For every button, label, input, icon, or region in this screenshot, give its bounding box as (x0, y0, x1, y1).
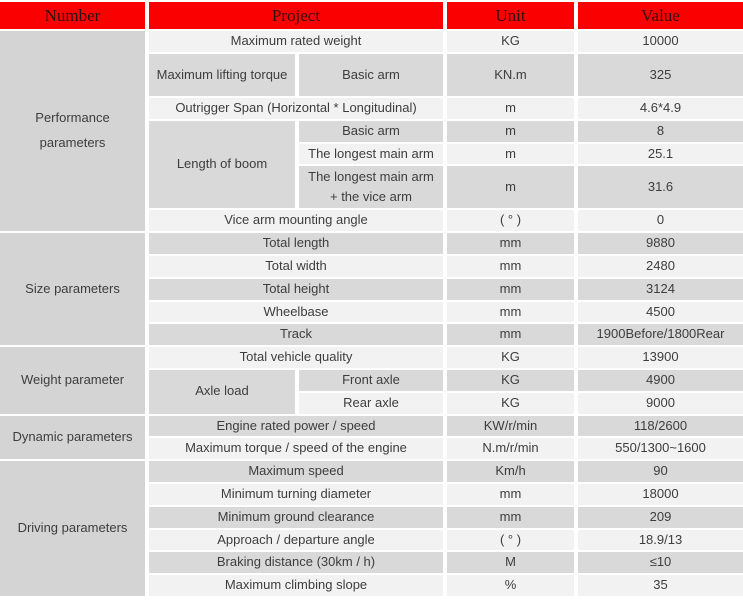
unit-cell: m (443, 119, 574, 142)
unit-cell: m (443, 164, 574, 208)
value-cell: 31.6 (574, 164, 743, 208)
table-row (0, 345, 743, 368)
project-cell: Maximum rated weight (145, 29, 443, 52)
header-unit: Unit (443, 0, 574, 29)
unit-cell: mm (443, 277, 574, 300)
table-row (0, 414, 743, 437)
project-cell: Maximum torque / speed of the engine (145, 436, 443, 459)
project-cell: The longest main arm + the vice arm (295, 164, 443, 208)
value-cell: 8 (574, 119, 743, 142)
project-group-cell: Maximum lifting torque (145, 52, 295, 96)
unit-cell: KG (443, 29, 574, 52)
unit-cell: mm (443, 505, 574, 528)
project-cell: Total width (145, 254, 443, 277)
header-project: Project (145, 0, 443, 29)
section-label-dynamic: Dynamic parameters (0, 414, 145, 460)
value-cell: 9880 (574, 231, 743, 254)
project-cell: Maximum speed (145, 459, 443, 482)
project-cell: Basic arm (295, 119, 443, 142)
value-cell: 35 (574, 573, 743, 596)
value-cell: 2480 (574, 254, 743, 277)
unit-cell: % (443, 573, 574, 596)
project-cell: Minimum turning diameter (145, 482, 443, 505)
value-cell: 1900Before/1800Rear (574, 322, 743, 345)
value-cell: 25.1 (574, 142, 743, 165)
unit-cell: m (443, 96, 574, 119)
value-cell: 325 (574, 52, 743, 96)
section-label-weight: Weight parameter (0, 345, 145, 413)
value-cell: 18000 (574, 482, 743, 505)
value-cell: 13900 (574, 345, 743, 368)
section-label-driving: Driving parameters (0, 459, 145, 596)
value-cell: 9000 (574, 391, 743, 414)
project-cell: Outrigger Span (Horizontal * Longitudinal) (145, 96, 443, 119)
project-cell: Engine rated power / speed (145, 414, 443, 437)
project-cell: The longest main arm (295, 142, 443, 165)
unit-cell: mm (443, 300, 574, 323)
unit-cell: KN.m (443, 52, 574, 96)
section-label-performance: Performance parameters (0, 29, 145, 231)
unit-cell: mm (443, 482, 574, 505)
table-header-row (0, 0, 743, 29)
value-cell: 550/1300~1600 (574, 436, 743, 459)
table-row (0, 29, 743, 52)
unit-cell: KG (443, 368, 574, 391)
value-cell: 209 (574, 505, 743, 528)
project-group-cell: Length of boom (145, 119, 295, 209)
value-cell: 0 (574, 208, 743, 231)
value-cell: 18.9/13 (574, 528, 743, 551)
unit-cell: KG (443, 345, 574, 368)
header-number: Number (0, 0, 145, 29)
unit-cell: mm (443, 231, 574, 254)
unit-cell: KG (443, 391, 574, 414)
project-group-cell: Axle load (145, 368, 295, 414)
unit-cell: KW/r/min (443, 414, 574, 437)
value-cell: 90 (574, 459, 743, 482)
header-value: Value (574, 0, 743, 29)
project-cell: Rear axle (295, 391, 443, 414)
project-cell: Front axle (295, 368, 443, 391)
value-cell: 10000 (574, 29, 743, 52)
project-cell: Maximum climbing slope (145, 573, 443, 596)
value-cell: 3124 (574, 277, 743, 300)
project-cell: Total height (145, 277, 443, 300)
value-cell: ≤10 (574, 550, 743, 573)
value-cell: 4.6*4.9 (574, 96, 743, 119)
project-cell: Basic arm (295, 52, 443, 96)
project-cell: Approach / departure angle (145, 528, 443, 551)
unit-cell: ( ° ) (443, 528, 574, 551)
unit-cell: m (443, 142, 574, 165)
value-cell: 118/2600 (574, 414, 743, 437)
value-cell: 4900 (574, 368, 743, 391)
project-cell: Track (145, 322, 443, 345)
project-cell: Total vehicle quality (145, 345, 443, 368)
section-label-size: Size parameters (0, 231, 145, 345)
unit-cell: mm (443, 254, 574, 277)
project-cell: Vice arm mounting angle (145, 208, 443, 231)
unit-cell: mm (443, 322, 574, 345)
unit-cell: Km/h (443, 459, 574, 482)
value-cell: 4500 (574, 300, 743, 323)
unit-cell: M (443, 550, 574, 573)
table-row (0, 231, 743, 254)
project-cell: Braking distance (30km / h) (145, 550, 443, 573)
table-row (0, 459, 743, 482)
project-cell: Minimum ground clearance (145, 505, 443, 528)
unit-cell: ( ° ) (443, 208, 574, 231)
unit-cell: N.m/r/min (443, 436, 574, 459)
project-cell: Wheelbase (145, 300, 443, 323)
project-cell: Total length (145, 231, 443, 254)
